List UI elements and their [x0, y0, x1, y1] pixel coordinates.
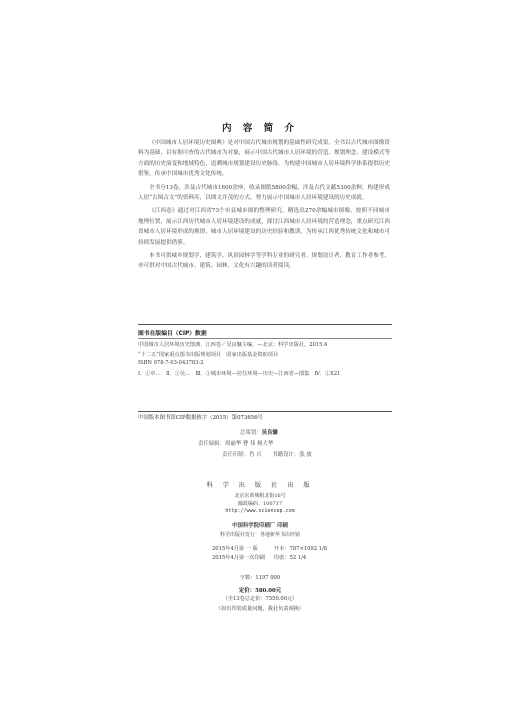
credit-responsible-label: 责任编辑： — [198, 441, 225, 447]
summary-paragraph: 《江西卷》通过对江西省73个市县城市图的整理研究，精选出270余幅城市图像。按照不同城市地理位置，展示江西历代城市人居环境建设的成就，探讨江西城市人居环境的营造理念，重点研究江西省城市人居环境形成的规律，城市人居环境建设的历史经验和教训，为传承江西优秀传统文化和城市可持续发展提供借鉴。 — [138, 208, 390, 246]
cip-divider — [138, 338, 392, 339]
edition-row — [212, 545, 328, 552]
cip-line-isbn: ISBN 978-7-03-043783-2 — [138, 360, 204, 367]
print-sheets: 印张：52 1/4 — [274, 555, 307, 561]
credit-design-label: 责任印制： — [222, 452, 249, 458]
distributor: 科学出版社发行 各地新华书店经销 — [219, 532, 300, 538]
credit-editor-label: 总策划： — [240, 430, 262, 436]
cip-data-block — [138, 324, 392, 412]
cip-heading: 图书在版编目（CIP）数据 — [138, 331, 207, 337]
summary-paragraph: 《中国城市人居环境历史图典》是对中国古代城市规划的基础性研究成果。全书以古代城市图像资料为基础，以有据可查的古代城市为对象，展示中国古代城市人居环境的营造、规划理念、建设模式等方面的历史演变和地域特色，追溯城市规划建设历史脉络，为构建中国城市人居环境科学体系提供历史借鉴，传承中国城市优秀文化传统。 — [138, 140, 390, 178]
summary-paragraph: 本书可供城乡规划学、建筑学、风景园林学等学科专业的研究者、规划设计者、教育工作者参考，亦可供对中国古代城市、建筑、园林、文化有兴趣的读者阅读。 — [138, 253, 390, 270]
credit-responsible-value: 周丽华 曹 伟 杨大华 — [224, 441, 274, 447]
summary-title: 内 容 简 介 — [222, 123, 298, 134]
publisher-website: http://www.sciencep.com — [225, 508, 295, 514]
cip-line-project: “十二五”国家重点图书出版规划项目 国家出版基金资助项目 — [138, 352, 279, 359]
publisher-name: 科 学 出 版 社 出 版 — [206, 482, 314, 489]
total-price-note: （全13卷总定价：7550.00元） — [222, 596, 298, 602]
cip-record-number: 中国版本图书馆CIP数据核字（2015）第073656号 — [138, 415, 264, 421]
quality-notice: （如有印装质量问题，我社负责调换） — [215, 606, 305, 612]
summary-paragraph: 全书分13卷，涉及古代城市1600余座，收录图纸5800余幅，涉及古代文献5300余种，构建形成人居“古图古文”的资料库，以图文并茂的方式，努力展示中国城市人居环境建设的历史成就。 — [138, 184, 390, 202]
publisher-address: 北京东黄城根北街16号 — [234, 493, 286, 499]
first-print: 2015年4月第一次印刷 — [212, 555, 265, 561]
page-format: 开本：787×1092 1/8 — [274, 546, 328, 552]
publisher-postcode: 邮政编码：100717 — [237, 501, 283, 507]
price: 定价：580.00元 — [238, 588, 282, 594]
printer-name: 中国科学院印刷厂 印刷 — [232, 523, 288, 529]
cip-lines — [138, 341, 392, 378]
cip-line-title: 中国城市人居环境历史图典．江西卷／吴良镛主编．—北京：科学出版社，2015.4 — [138, 342, 328, 348]
cip-line-classification: Ⅰ．①中… Ⅱ．①吴… Ⅲ．①城市环境—居住环境—历史—江西省—图集 Ⅳ．①X21 — [138, 370, 341, 377]
first-edition: 2015年4月第 一 版 — [212, 546, 258, 552]
word-count: 字数：1197 000 — [239, 575, 281, 581]
credit-editor-value: 吴良镛 — [261, 430, 278, 436]
print-row — [212, 554, 307, 561]
summary-text — [138, 138, 390, 275]
credit-design-value: 肖 兴 书籍设计：张 放 — [248, 452, 312, 458]
